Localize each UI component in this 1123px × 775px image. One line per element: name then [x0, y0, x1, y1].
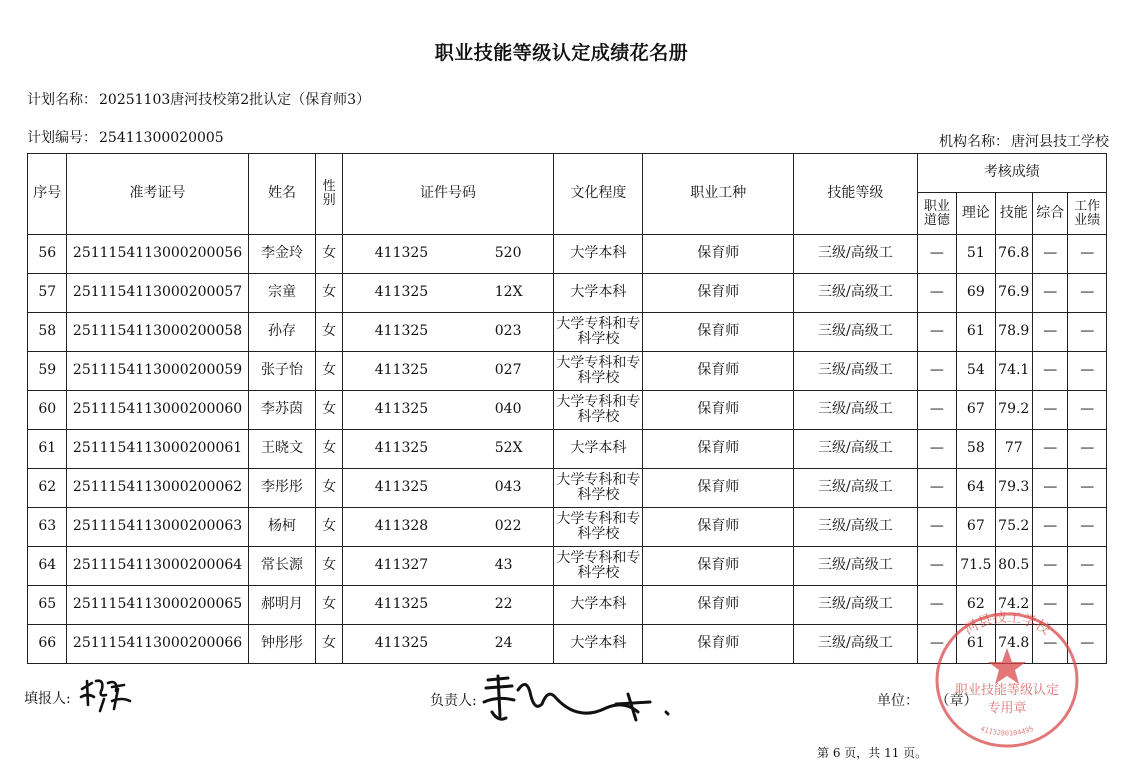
cell-gender: 女	[316, 352, 342, 391]
cell-ethics: —	[917, 586, 956, 625]
header-gender: 性别	[316, 154, 342, 235]
cell-level: 三级/高级工	[794, 547, 917, 586]
cell-comp: —	[1032, 430, 1067, 469]
official-seal	[922, 608, 1092, 748]
cell-ethics: —	[917, 625, 956, 664]
institution	[939, 131, 1109, 151]
id-suffix: 027	[494, 362, 522, 378]
cell-job: 保育师	[643, 235, 794, 274]
table-row	[28, 391, 1107, 430]
cell-gender: 女	[316, 469, 342, 508]
cell-edu: 大学专科和专科学校	[554, 352, 643, 391]
seal-arc-textpath: 河县技工学校	[961, 609, 1053, 639]
cell-seq: 66	[28, 625, 67, 664]
unit-label: 单位：	[877, 693, 919, 709]
cell-level: 三级/高级工	[794, 274, 917, 313]
cell-theory: 62	[957, 586, 995, 625]
cell-work: —	[1068, 274, 1107, 313]
cell-skill: 79.3	[995, 469, 1032, 508]
cell-name: 李苏茵	[248, 391, 316, 430]
page-title: 职业技能等级认定成绩花名册	[434, 42, 689, 64]
cell-ticket: 2511154113000200059	[67, 352, 248, 391]
cell-work: —	[1068, 313, 1107, 352]
cell-id	[342, 547, 554, 586]
cell-seq: 56	[28, 235, 67, 274]
cell-edu: 大学专科和专科学校	[554, 313, 643, 352]
seal-number	[979, 725, 1034, 738]
signature-stroke	[81, 681, 130, 711]
cell-id	[342, 235, 554, 274]
cell-ethics: —	[917, 469, 956, 508]
header-work: 工作业绩	[1068, 193, 1107, 235]
plan-name-value: 20251103唐河技校第2批认定（保育师3）	[99, 92, 371, 108]
cell-work: —	[1068, 469, 1107, 508]
plan-name	[27, 89, 370, 109]
id-prefix: 411325	[374, 323, 429, 339]
cell-gender: 女	[316, 508, 342, 547]
cell-gender: 女	[316, 625, 342, 664]
cell-ticket: 2511154113000200057	[67, 274, 248, 313]
id-prefix: 411325	[374, 245, 429, 261]
cell-job: 保育师	[643, 547, 794, 586]
seal-bottom-text: 专用章	[987, 701, 1027, 716]
cell-ticket: 2511154113000200056	[67, 235, 248, 274]
id-suffix: 520	[494, 245, 522, 261]
cell-theory: 71.5	[957, 547, 995, 586]
cell-level: 三级/高级工	[794, 352, 917, 391]
cell-theory: 64	[957, 469, 995, 508]
cell-name: 张子怡	[248, 352, 316, 391]
cell-job: 保育师	[643, 391, 794, 430]
cell-comp: —	[1032, 469, 1067, 508]
filler-label: 填报人:	[24, 691, 71, 707]
seal-center-text: 职业技能等级认定	[954, 683, 1060, 698]
cell-level: 三级/高级工	[794, 625, 917, 664]
cell-gender: 女	[316, 313, 342, 352]
plan-code-label: 计划编号：	[27, 130, 97, 146]
cell-theory: 67	[957, 508, 995, 547]
cell-edu: 大学本科	[554, 274, 643, 313]
cell-work: —	[1068, 547, 1107, 586]
header-level: 技能等级	[794, 154, 917, 235]
cell-ethics: —	[917, 235, 956, 274]
page-number-note: 第 6 页，共 11 页。	[817, 746, 928, 760]
header-job: 职业工种	[643, 154, 794, 235]
cell-job: 保育师	[643, 352, 794, 391]
cell-job: 保育师	[643, 625, 794, 664]
cell-name: 常长源	[248, 547, 316, 586]
cell-name: 钟彤彤	[248, 625, 316, 664]
cell-ethics: —	[917, 391, 956, 430]
cell-comp: —	[1032, 586, 1067, 625]
cell-comp: —	[1032, 235, 1067, 274]
cell-theory: 58	[957, 430, 995, 469]
cell-ethics: —	[917, 547, 956, 586]
cell-level: 三级/高级工	[794, 430, 917, 469]
table-row	[28, 313, 1107, 352]
cell-ticket: 2511154113000200062	[67, 469, 248, 508]
cell-job: 保育师	[643, 313, 794, 352]
cell-name: 王晓文	[248, 430, 316, 469]
header-id: 证件号码	[342, 154, 554, 235]
cell-work: —	[1068, 586, 1107, 625]
cell-name: 郝明月	[248, 586, 316, 625]
cell-edu: 大学本科	[554, 430, 643, 469]
cell-ticket: 2511154113000200065	[67, 586, 248, 625]
cell-job: 保育师	[643, 586, 794, 625]
cell-gender: 女	[316, 391, 342, 430]
cell-ticket: 2511154113000200058	[67, 313, 248, 352]
cell-level: 三级/高级工	[794, 469, 917, 508]
institution-label: 机构名称：	[939, 134, 1009, 150]
cell-comp: —	[1032, 625, 1067, 664]
cell-seq: 63	[28, 508, 67, 547]
id-prefix: 411325	[374, 635, 429, 651]
cell-work: —	[1068, 508, 1107, 547]
id-prefix: 411325	[374, 596, 429, 612]
id-suffix: 12X	[494, 284, 523, 300]
cell-gender: 女	[316, 547, 342, 586]
cell-job: 保育师	[643, 274, 794, 313]
cell-ticket: 2511154113000200064	[67, 547, 248, 586]
header-name: 姓名	[248, 154, 316, 235]
cell-level: 三级/高级工	[794, 586, 917, 625]
cell-name: 李金玲	[248, 235, 316, 274]
cell-theory: 69	[957, 274, 995, 313]
cell-seq: 60	[28, 391, 67, 430]
responsible-signature	[478, 668, 678, 730]
header-theory: 理论	[957, 193, 995, 235]
cell-skill: 74.2	[995, 586, 1032, 625]
institution-value: 唐河县技工学校	[1011, 134, 1109, 150]
cell-gender: 女	[316, 235, 342, 274]
cell-work: —	[1068, 352, 1107, 391]
cell-edu: 大学本科	[554, 625, 643, 664]
cell-ethics: —	[917, 352, 956, 391]
plan-name-label: 计划名称：	[27, 92, 97, 108]
id-prefix: 411325	[374, 401, 429, 417]
header-scores: 考核成绩	[917, 154, 1106, 193]
filler-signature	[78, 675, 134, 715]
cell-ethics: —	[917, 430, 956, 469]
cell-theory: 61	[957, 313, 995, 352]
cell-seq: 58	[28, 313, 67, 352]
cell-seq: 65	[28, 586, 67, 625]
cell-comp: —	[1032, 274, 1067, 313]
cell-work: —	[1068, 391, 1107, 430]
cell-skill: 75.2	[995, 508, 1032, 547]
cell-edu: 大学专科和专科学校	[554, 469, 643, 508]
cell-ethics: —	[917, 508, 956, 547]
seal-label: （章）	[935, 693, 978, 709]
cell-skill: 80.5	[995, 547, 1032, 586]
cell-ticket: 2511154113000200066	[67, 625, 248, 664]
cell-level: 三级/高级工	[794, 313, 917, 352]
id-suffix: 24	[494, 635, 513, 651]
header-comp: 综合	[1032, 193, 1067, 235]
cell-id	[342, 586, 554, 625]
cell-theory: 67	[957, 391, 995, 430]
cell-seq: 62	[28, 469, 67, 508]
cell-seq: 64	[28, 547, 67, 586]
cell-name: 孙存	[248, 313, 316, 352]
id-suffix: 52X	[494, 440, 523, 456]
cell-ticket: 2511154113000200060	[67, 391, 248, 430]
id-prefix: 411325	[374, 362, 429, 378]
cell-theory: 61	[957, 625, 995, 664]
cell-gender: 女	[316, 274, 342, 313]
cell-edu: 大学专科和专科学校	[554, 508, 643, 547]
table-row	[28, 547, 1107, 586]
cell-edu: 大学专科和专科学校	[554, 391, 643, 430]
cell-seq: 57	[28, 274, 67, 313]
id-prefix: 411327	[374, 557, 429, 573]
cell-comp: —	[1032, 352, 1067, 391]
id-suffix: 22	[494, 596, 513, 612]
cell-skill: 76.8	[995, 235, 1032, 274]
cell-id	[342, 352, 554, 391]
responsible-label: 负责人:	[430, 693, 477, 709]
cell-comp: —	[1032, 391, 1067, 430]
cell-work: —	[1068, 625, 1107, 664]
filler	[24, 688, 71, 708]
table-row	[28, 352, 1107, 391]
id-suffix: 022	[494, 518, 522, 534]
cell-job: 保育师	[643, 469, 794, 508]
seal-number-textpath: 4113280104495	[979, 724, 1035, 738]
cell-ticket: 2511154113000200061	[67, 430, 248, 469]
cell-ticket: 2511154113000200063	[67, 508, 248, 547]
id-suffix: 023	[494, 323, 522, 339]
cell-id	[342, 469, 554, 508]
cell-theory: 51	[957, 235, 995, 274]
cell-level: 三级/高级工	[794, 391, 917, 430]
cell-edu: 大学本科	[554, 235, 643, 274]
cell-level: 三级/高级工	[794, 508, 917, 547]
header-ethics: 职业道德	[917, 193, 956, 235]
seal-outer-ring	[937, 614, 1077, 746]
cell-gender: 女	[316, 430, 342, 469]
star-icon	[988, 648, 1026, 684]
cell-skill: 74.8	[995, 625, 1032, 664]
cell-work: —	[1068, 235, 1107, 274]
cell-id	[342, 391, 554, 430]
cell-seq: 59	[28, 352, 67, 391]
header-edu: 文化程度	[554, 154, 643, 235]
responsible	[430, 690, 477, 710]
table-row	[28, 508, 1107, 547]
cell-comp: —	[1032, 313, 1067, 352]
table-row	[28, 469, 1107, 508]
header-skill: 技能	[995, 193, 1032, 235]
table-row	[28, 274, 1107, 313]
cell-comp: —	[1032, 508, 1067, 547]
score-roster-table	[27, 153, 1107, 664]
cell-work: —	[1068, 430, 1107, 469]
cell-edu: 大学本科	[554, 586, 643, 625]
cell-skill: 79.2	[995, 391, 1032, 430]
cell-theory: 54	[957, 352, 995, 391]
id-prefix: 411325	[374, 440, 429, 456]
cell-seq: 61	[28, 430, 67, 469]
id-prefix: 411325	[374, 284, 429, 300]
cell-id	[342, 430, 554, 469]
id-suffix: 043	[494, 479, 522, 495]
plan-code-value: 25411300020005	[99, 130, 224, 146]
cell-skill: 78.9	[995, 313, 1032, 352]
id-prefix: 411325	[374, 479, 429, 495]
cell-skill: 76.9	[995, 274, 1032, 313]
cell-edu: 大学专科和专科学校	[554, 547, 643, 586]
header-seq: 序号	[28, 154, 67, 235]
cell-skill: 74.1	[995, 352, 1032, 391]
id-suffix: 43	[494, 557, 513, 573]
table-row	[28, 430, 1107, 469]
id-suffix: 040	[494, 401, 522, 417]
cell-job: 保育师	[643, 430, 794, 469]
signature-stroke	[484, 676, 668, 720]
cell-gender: 女	[316, 586, 342, 625]
cell-name: 杨柯	[248, 508, 316, 547]
cell-comp: —	[1032, 547, 1067, 586]
plan-code	[27, 127, 224, 147]
cell-id	[342, 313, 554, 352]
cell-ethics: —	[917, 313, 956, 352]
cell-skill: 77	[995, 430, 1032, 469]
cell-id	[342, 274, 554, 313]
table-row	[28, 235, 1107, 274]
cell-ethics: —	[917, 274, 956, 313]
header-ticket: 准考证号	[67, 154, 248, 235]
cell-name: 宗童	[248, 274, 316, 313]
cell-name: 李彤彤	[248, 469, 316, 508]
cell-level: 三级/高级工	[794, 235, 917, 274]
cell-job: 保育师	[643, 508, 794, 547]
id-prefix: 411328	[374, 518, 429, 534]
cell-id	[342, 508, 554, 547]
cell-id	[342, 625, 554, 664]
